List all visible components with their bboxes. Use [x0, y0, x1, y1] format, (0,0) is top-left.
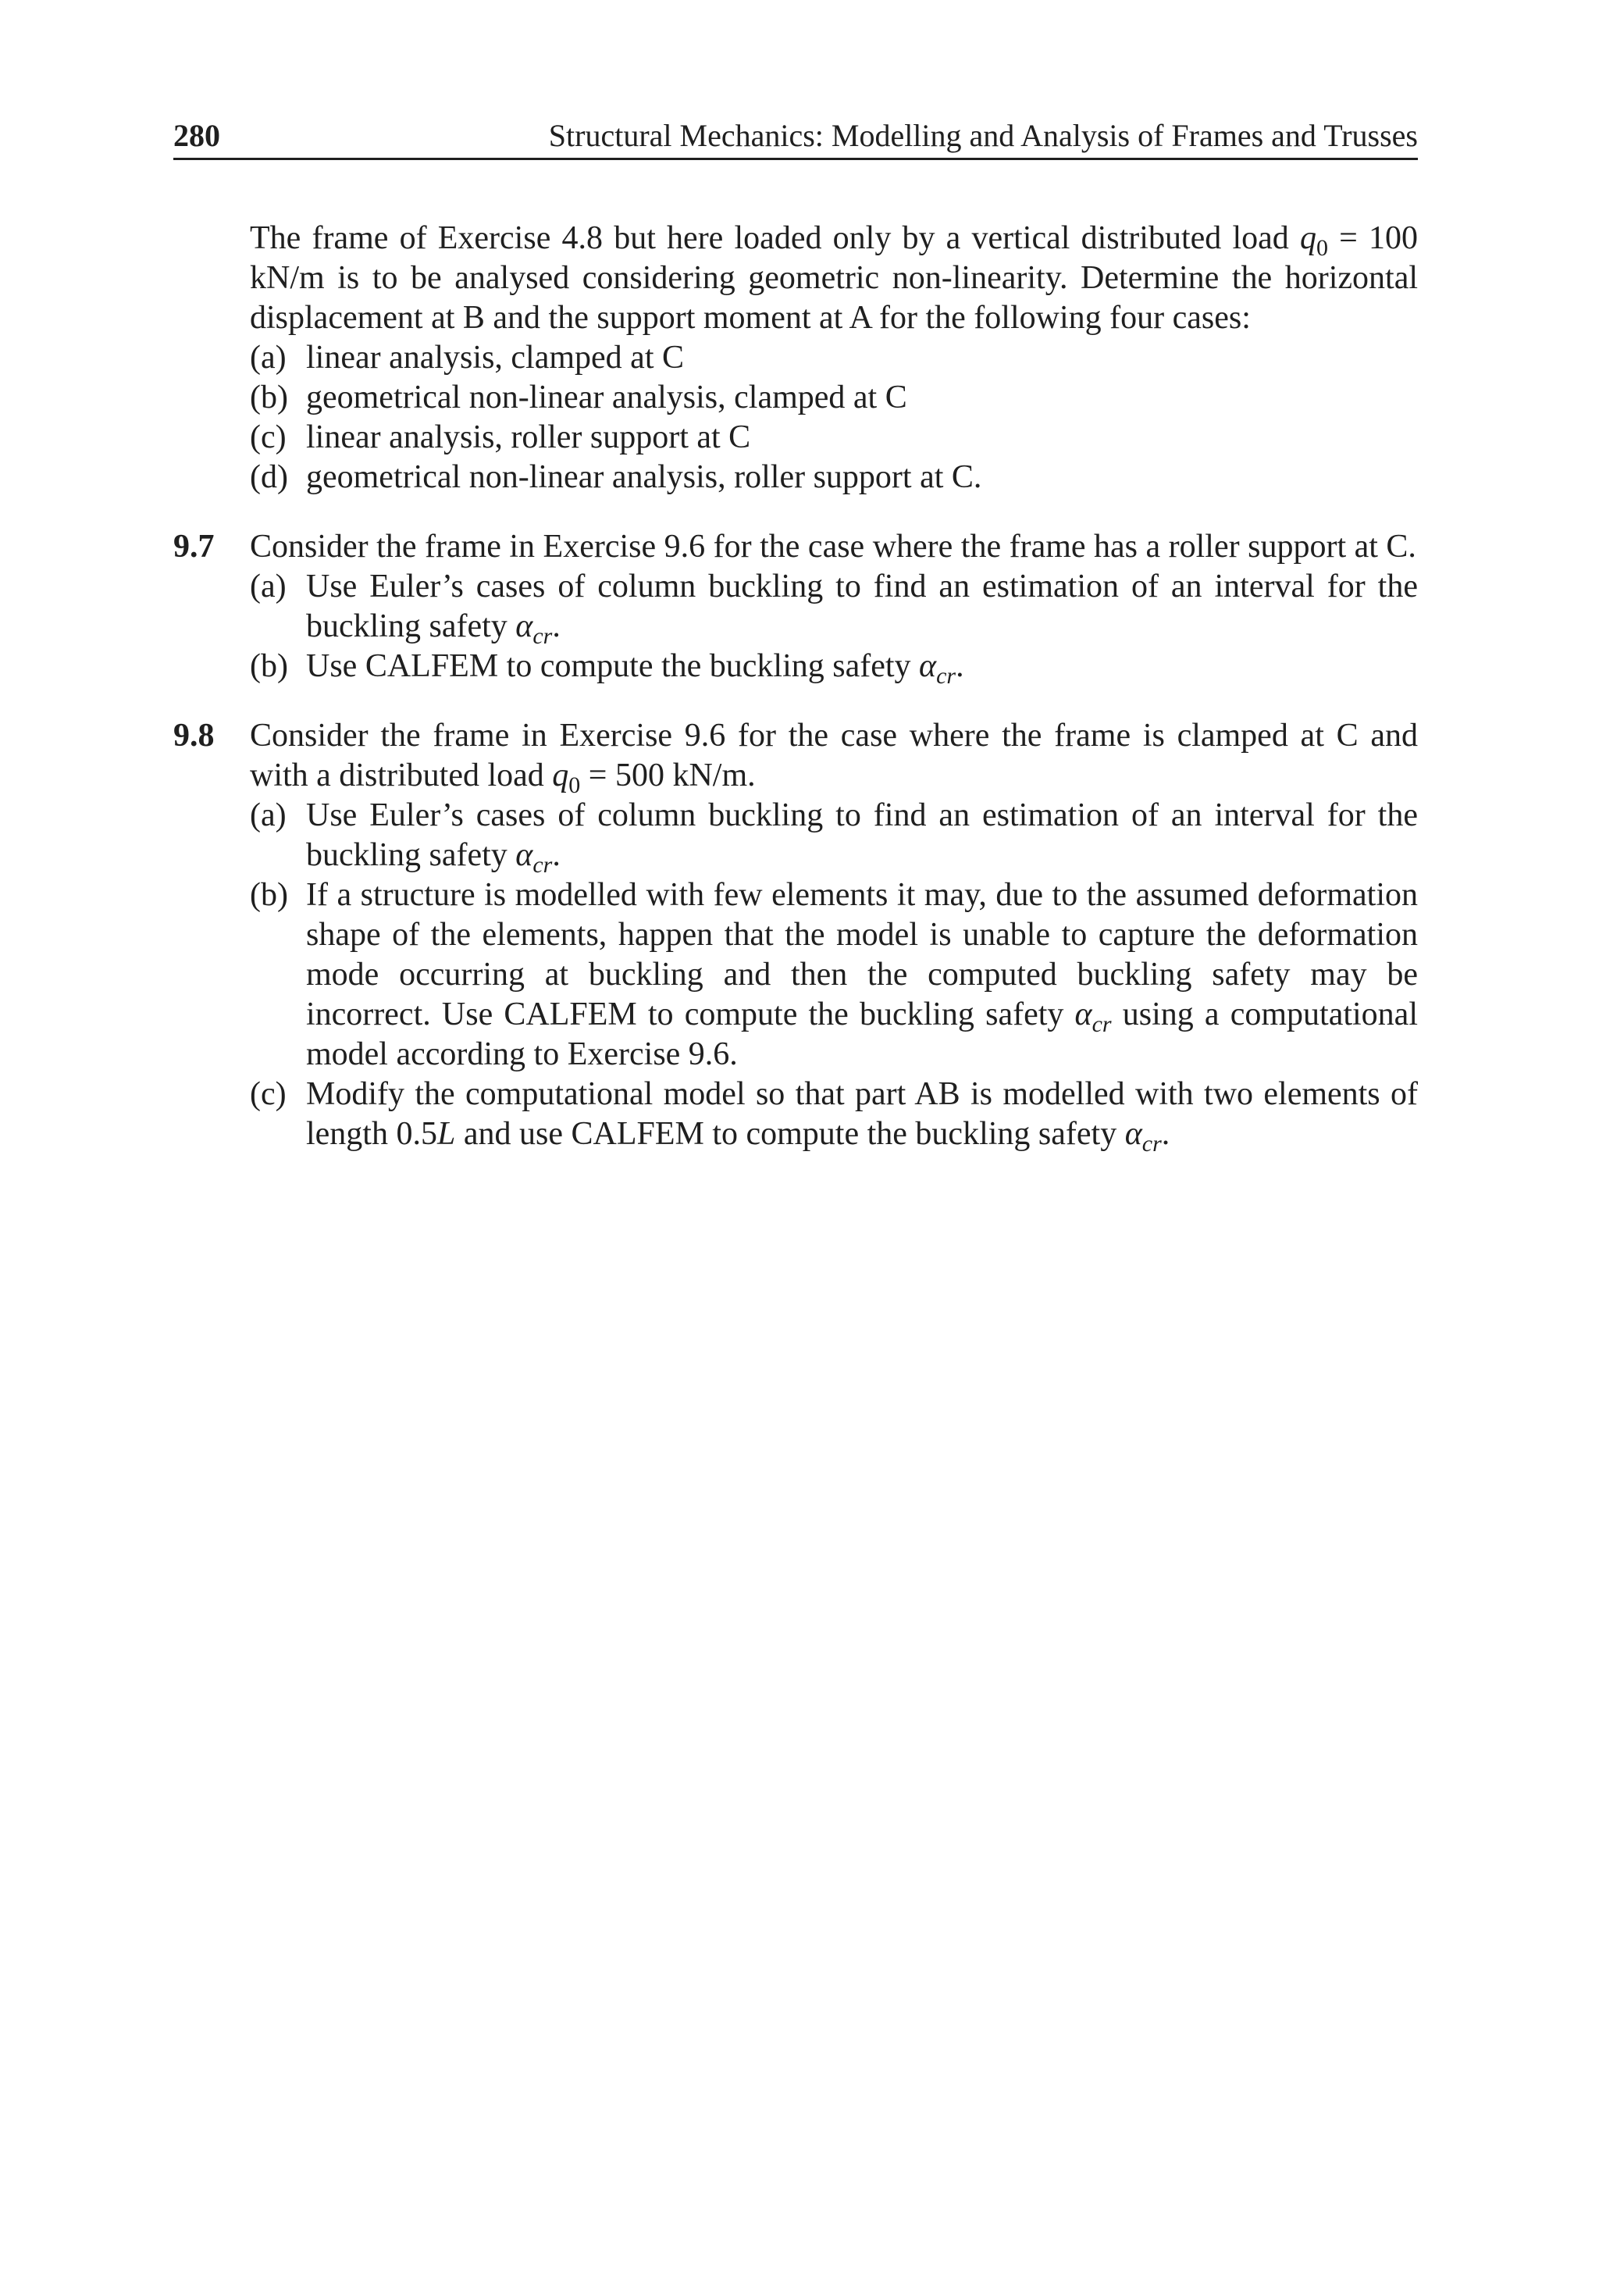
exercise-number: 9.7 — [173, 529, 215, 565]
subtask-list — [250, 796, 1418, 1157]
page-header — [173, 114, 1418, 160]
case-list — [250, 338, 1418, 497]
exercise-number: 9.8 — [173, 718, 215, 754]
list-item: (b) Use CALFEM to compute the buckling safety $\alpha_{cr}$. — [250, 648, 964, 689]
page-number: 280 — [173, 118, 220, 153]
list-item: (b) If a structure is modelled with few elements it may, due to the assumed deformation shape of the elements, happen that the model is unable to capture the deformation mode occurring at buckling and then the computed buckling safety may be incorrect. Use CALFEM to compute the buckling safety $\alpha_{cr}$ using a computational model according to Exercise 9.6. — [250, 877, 1418, 1072]
running-title: Structural Mechanics: Modelling and Analysis of Frames and Trusses — [548, 118, 1418, 153]
exercise-content — [173, 219, 1418, 1157]
exercise-continuation — [173, 219, 1418, 497]
list-item: (c) linear analysis, roller support at C — [250, 419, 751, 455]
exercise-intro: Consider the frame in Exercise 9.6 for the case where the frame has a roller support at C. — [250, 529, 1416, 565]
list-item: (a) linear analysis, clamped at C — [250, 340, 685, 376]
subtask-list — [250, 567, 1418, 689]
list-item: (c) Modify the computational model so that part AB is modelled with two elements of length 0.5L and use CALFEM to compute the buckling safety $\alpha_{cr}$. — [250, 1076, 1418, 1157]
exercise-9-8 — [173, 716, 1418, 1157]
continuation-paragraph: The frame of Exercise 4.8 but here loaded only by a vertical distributed load $q_0 = 100$ kN/m is to be analysed considering geometric non-linearity. Determine the horizontal displacement at B and the support moment at A for the following four cases: — [250, 220, 1418, 336]
list-item: (d) geometrical non-linear analysis, roller support at C. — [250, 459, 982, 495]
exercise-9-7 — [173, 527, 1418, 689]
list-item: (a) Use Euler’s cases of column buckling to find an estimation of an interval for the buckling safety $\alpha_{cr}$. — [250, 569, 1418, 649]
exercise-intro: Consider the frame in Exercise 9.6 for the case where the frame is clamped at C and with a distributed load $q_0 = 500$ kN/m. — [250, 718, 1418, 798]
list-item: (a) Use Euler’s cases of column buckling to find an estimation of an interval for the buckling safety $\alpha_{cr}$. — [250, 797, 1418, 878]
list-item: (b) geometrical non-linear analysis, clamped at C — [250, 380, 907, 415]
